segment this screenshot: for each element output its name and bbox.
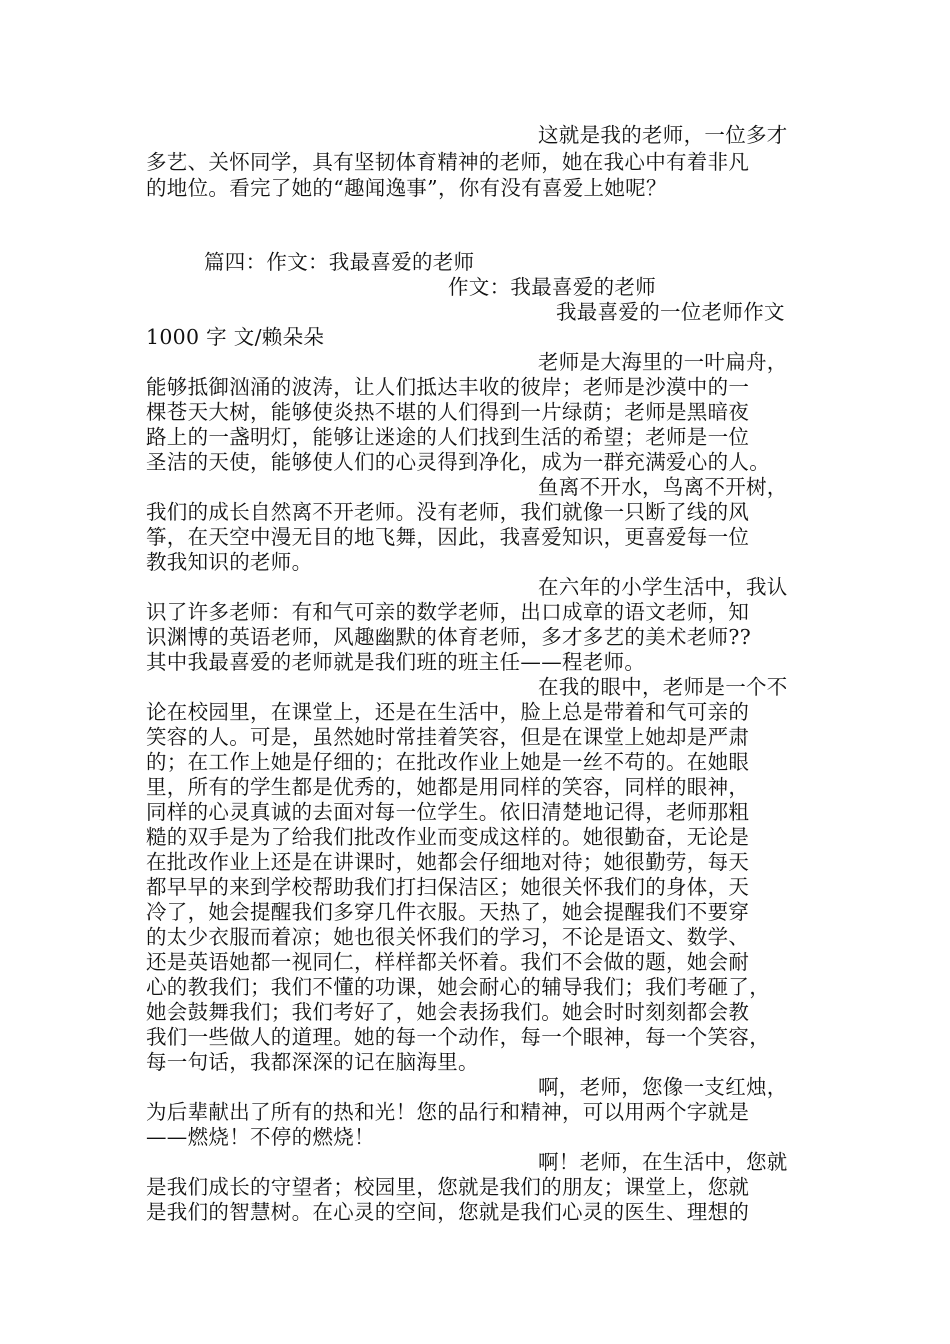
paragraph-line: 教我知识的老师。 [146, 550, 313, 574]
paragraph-line: 为后辈献出了所有的热和光！您的品行和精神，可以用两个字就是 [146, 1100, 750, 1124]
paragraph-line: 识了许多老师：有和气可亲的数学老师，出口成章的语文老师，知 [146, 600, 750, 624]
paragraph-line: 还是英语她都一视同仁，样样都关怀着。我们不会做的题，她会耐 [146, 950, 750, 974]
essay-subtitle: 我最喜爱的一位老师作文 [556, 300, 785, 324]
paragraph-line: 啊！老师，在生活中，您就 [538, 1150, 788, 1174]
paragraph-line: 棵苍天大树，能够使炎热不堪的人们得到一片绿荫；老师是黑暗夜 [146, 400, 750, 424]
paragraph-line: 鱼离不开水，鸟离不开树， [538, 475, 788, 499]
paragraph-line: 的；在工作上她是仔细的；在批改作业上她是一丝不苟的。在她眼 [146, 750, 750, 774]
byline: 1000 字 文/赖朵朵 [146, 325, 325, 349]
paragraph-line: 路上的一盏明灯，能够让迷途的人们找到生活的希望；老师是一位 [146, 425, 750, 449]
paragraph-line: 圣洁的天使，能够使人们的心灵得到净化，成为一群充满爱心的人。 [146, 450, 770, 474]
paragraph-line: 能够抵御汹涌的波涛，让人们抵达丰收的彼岸；老师是沙漠中的一 [146, 375, 750, 399]
intro-line: 这就是我的老师，一位多才 [538, 123, 788, 147]
essay-title: 作文：我最喜爱的老师 [448, 275, 656, 299]
paragraph-line: 每一句话，我都深深的记在脑海里。 [146, 1050, 479, 1074]
paragraph-line: ——燃烧！不停的燃烧！ [146, 1125, 375, 1149]
paragraph-line: 笑容的人。可是，虽然她时常挂着笑容，但是在课堂上她却是严肃 [146, 725, 750, 749]
paragraph-line: 论在校园里，在课堂上，还是在生活中，脸上总是带着和气可亲的 [146, 700, 750, 724]
paragraph-line: 在我的眼中，老师是一个不 [538, 675, 788, 699]
paragraph-line: 其中我最喜爱的老师就是我们班的班主任——程老师。 [146, 650, 646, 674]
paragraph-line: 心的教我们；我们不懂的功课，她会耐心的辅导我们；我们考砸了， [146, 975, 770, 999]
paragraph-line: 识渊博的英语老师，风趣幽默的体育老师，多才多艺的美术老师?? [146, 625, 751, 649]
paragraph-line: 她会鼓舞我们；我们考好了，她会表扬我们。她会时时刻刻都会教 [146, 1000, 750, 1024]
paragraph-line: 冷了，她会提醒我们多穿几件衣服。天热了，她会提醒我们不要穿 [146, 900, 750, 924]
paragraph-line: 里，所有的学生都是优秀的，她都是用同样的笑容，同样的眼神， [146, 775, 750, 799]
paragraph-line: 我们的成长自然离不开老师。没有老师，我们就像一只断了线的风 [146, 500, 750, 524]
paragraph-line: 都早早的来到学校帮助我们打扫保洁区；她很关怀我们的身体，天 [146, 875, 750, 899]
paragraph-line: 是我们的智慧树。在心灵的空间，您就是我们心灵的医生、理想的 [146, 1200, 750, 1224]
intro-line: 的地位。看完了她的“趣闻逸事”，你有没有喜爱上她呢？ [146, 176, 667, 200]
paragraph-line: 糙的双手是为了给我们批改作业而变成这样的。她很勤奋，无论是 [146, 825, 750, 849]
paragraph-line: 是我们成长的守望者；校园里，您就是我们的朋友；课堂上，您就 [146, 1175, 750, 1199]
paragraph-line: 啊，老师，您像一支红烛， [538, 1075, 788, 1099]
paragraph-line: 我们一些做人的道理。她的每一个动作，每一个眼神，每一个笑容， [146, 1025, 770, 1049]
paragraph-line: 筝，在天空中漫无目的地飞舞，因此，我喜爱知识，更喜爱每一位 [146, 525, 750, 549]
paragraph-line: 老师是大海里的一叶扁舟， [538, 350, 788, 374]
paragraph-line: 的太少衣服而着凉；她也很关怀我们的学习，不论是语文、数学、 [146, 925, 750, 949]
paragraph-line: 在批改作业上还是在讲课时，她都会仔细地对待；她很勤劳，每天 [146, 850, 750, 874]
paragraph-line: 同样的心灵真诚的去面对每一位学生。依旧清楚地记得，老师那粗 [146, 800, 750, 824]
intro-line: 多艺、关怀同学，具有坚韧体育精神的老师，她在我心中有着非凡 [146, 150, 750, 174]
paragraph-line: 在六年的小学生活中，我认 [538, 575, 788, 599]
chapter-heading: 篇四：作文：我最喜爱的老师 [204, 250, 475, 274]
